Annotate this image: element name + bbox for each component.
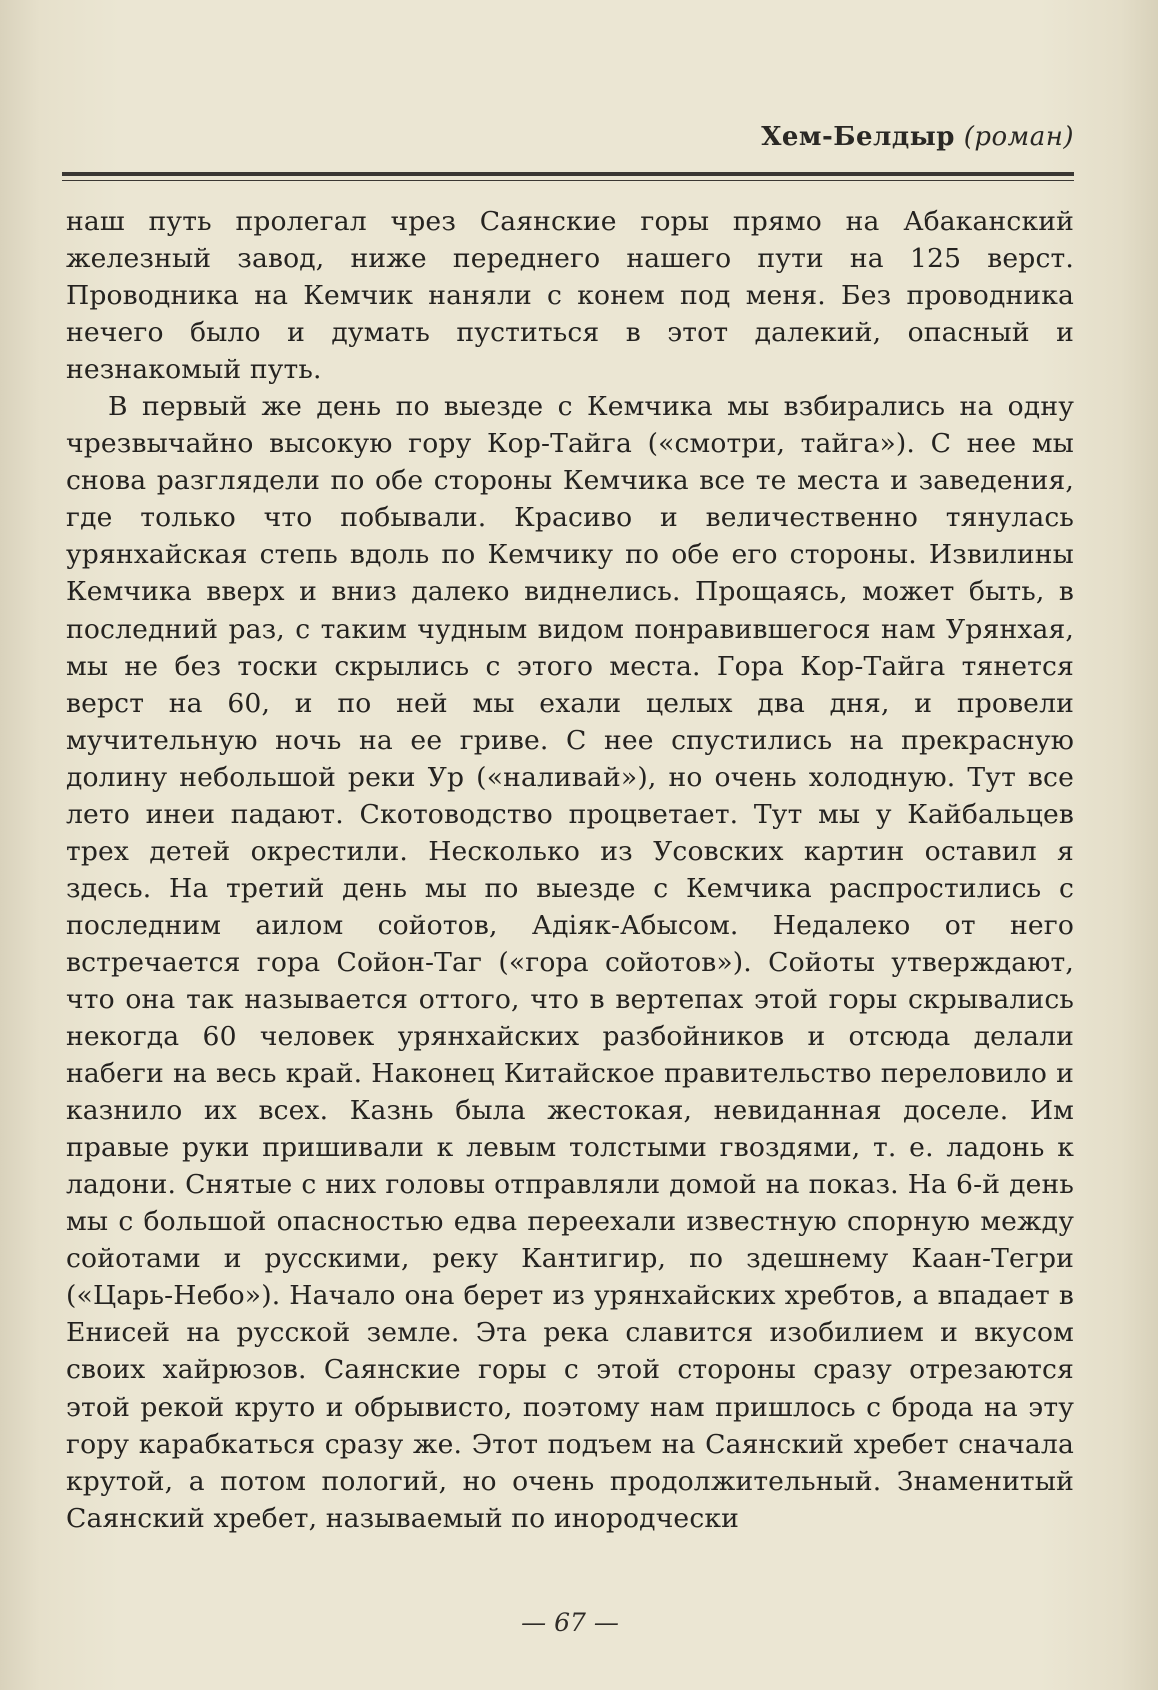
running-head <box>66 122 1074 152</box>
header-rule-thin <box>62 180 1074 181</box>
header-rule-thick <box>62 172 1074 176</box>
page-number: — 67 — <box>521 1608 619 1637</box>
paragraph-2: В первый же день по выезде с Кемчика мы взбирались на одну чрезвычайно высокую гору Кор-Тайга («смотри, тайга»). С нее мы снова разглядели по обе стороны Кемчика все те места и заведения, где только что побывали. Красиво и величественно тянулась урянхайская степь вдоль по Кемчику по обе его стороны. Извилины Кемчика вверх и вниз далеко виднелись. Прощаясь, может быть, в последний раз, с таким чудным видом понравившегося нам Урянхая, мы не без тоски скрылись с этого места. Гора Кор-Тайга тянется верст на 60, и по ней мы ехали целых два дня, и провели мучительную ночь на ее гриве. С нее спустились на прекрасную долину небольшой реки Ур («наливай»), но очень холодную. Тут все лето инеи падают. Скотоводство процветает. Тут мы у Кайбальцев трех детей окрестили. Несколько из Усовских картин оставил я здесь. На третий день мы по выезде с Кемчика распростились с последним аилом сойотов, Адіяк-Абысом. Недалеко от него встречается гора Сойон-Таг («гора сойотов»). Сойоты утверждают, что она так называется оттого, что в вертепах этой горы скрывались некогда 60 человек урянхайских разбойников и отсюда делали набеги на весь край. Наконец Китайское правительство переловило и казнило их всех. Казнь была жестокая, невиданная доселе. Им правые руки пришивали к левым толстыми гвоздями, т. е. ладонь к ладони. Снятые с них головы отправляли домой на показ. На 6-й день мы с большой опасностью едва переехали известную спорную между сойотами и русскими, реку Кантигир, по здешнему Каан-Тегри («Царь-Небо»). Начало она берет из урянхайских хребтов, а впадает в Енисей на русской земле. Эта река славится изобилием и вкусом своих хайрюзов. Саянские горы с этой стороны сразу отрезаются этой рекой круто и обрывисто, поэтому нам пришлось с брода на эту гору карабкаться сразу же. Этот подъем на Саянский хребет сначала крутой, а потом пологий, но очень продолжительный. Знаменитый Саянский хребет, называемый по инородчески <box>66 391 1074 1534</box>
running-head-title: Хем-Белдыр <box>761 122 955 152</box>
paragraph-1: наш путь пролегал чрез Саянские горы прямо на Абаканский железный завод, ниже переднего нашего пути на 125 верст. Проводника на Кемчик наняли с конем под меня. Без проводника нечего было и думать пуститься в этот далекий, опасный и незнакомый путь. <box>66 206 1074 386</box>
body-text <box>66 203 1074 1537</box>
running-head-genre: (роман) <box>963 122 1074 152</box>
